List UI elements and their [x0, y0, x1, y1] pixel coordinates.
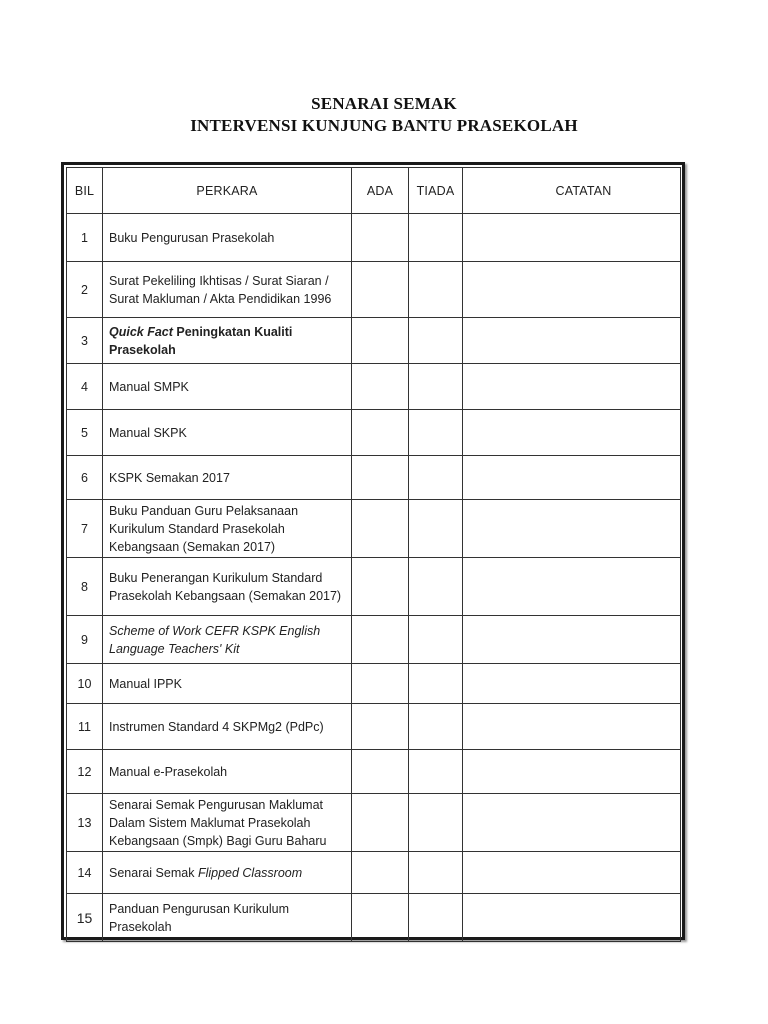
- table-row: [67, 364, 681, 410]
- row-bil: 11: [67, 704, 103, 750]
- ada-cell[interactable]: [352, 262, 409, 318]
- ada-cell[interactable]: [352, 558, 409, 616]
- row-perkara: Instrumen Standard 4 SKPMg2 (PdPc): [103, 704, 352, 750]
- table-row: [67, 456, 681, 500]
- row-bil: 1: [67, 214, 103, 262]
- ada-cell[interactable]: [352, 894, 409, 942]
- row-bil: 3: [67, 318, 103, 364]
- table-row: [67, 262, 681, 318]
- table-row: [67, 894, 681, 942]
- row-bil: 9: [67, 616, 103, 664]
- row-bil: 5: [67, 410, 103, 456]
- document-title: [0, 93, 768, 137]
- tiada-cell[interactable]: [409, 364, 463, 410]
- row-perkara-italic: Quick Fact: [109, 324, 173, 339]
- catatan-cell[interactable]: [463, 214, 681, 262]
- row-perkara: Manual e-Prasekolah: [103, 750, 352, 794]
- ada-cell[interactable]: [352, 500, 409, 558]
- ada-cell[interactable]: [352, 318, 409, 364]
- row-bil: 4: [67, 364, 103, 410]
- tiada-cell[interactable]: [409, 852, 463, 894]
- row-bil: 15: [67, 894, 103, 942]
- ada-cell[interactable]: [352, 750, 409, 794]
- ada-cell[interactable]: [352, 794, 409, 852]
- row-bil: 13: [67, 794, 103, 852]
- row-bil: 7: [67, 500, 103, 558]
- header-ada: ADA: [352, 168, 409, 214]
- catatan-cell[interactable]: [463, 410, 681, 456]
- header-catatan: CATATAN: [463, 168, 681, 214]
- row-bil: 14: [67, 852, 103, 894]
- row-perkara: Buku Penerangan Kurikulum Standard Prasekolah Kebangsaan (Semakan 2017): [103, 558, 352, 616]
- ada-cell[interactable]: [352, 616, 409, 664]
- row-perkara-italic: Flipped Classroom: [197, 865, 303, 880]
- table-row: [67, 852, 681, 894]
- tiada-cell[interactable]: [409, 616, 463, 664]
- table-row: [67, 410, 681, 456]
- header-bil: BIL: [67, 168, 103, 214]
- catatan-cell[interactable]: [463, 894, 681, 942]
- row-bil: 12: [67, 750, 103, 794]
- table-row: [67, 318, 681, 364]
- checklist-table-frame: [61, 162, 685, 940]
- ada-cell[interactable]: [352, 364, 409, 410]
- row-bil: 2: [67, 262, 103, 318]
- checklist-table: [66, 167, 681, 942]
- catatan-cell[interactable]: [463, 852, 681, 894]
- tiada-cell[interactable]: [409, 894, 463, 942]
- header-tiada: TIADA: [409, 168, 463, 214]
- table-row: [67, 616, 681, 664]
- tiada-cell[interactable]: [409, 750, 463, 794]
- catatan-cell[interactable]: [463, 664, 681, 704]
- tiada-cell[interactable]: [409, 456, 463, 500]
- catatan-cell[interactable]: [463, 262, 681, 318]
- ada-cell[interactable]: [352, 852, 409, 894]
- catatan-cell[interactable]: [463, 364, 681, 410]
- tiada-cell[interactable]: [409, 262, 463, 318]
- row-perkara: [103, 318, 352, 364]
- tiada-cell[interactable]: [409, 794, 463, 852]
- table-row: [67, 794, 681, 852]
- tiada-cell[interactable]: [409, 558, 463, 616]
- row-perkara: Buku Panduan Guru Pelaksanaan Kurikulum Standard Prasekolah Kebangsaan (Semakan 2017): [103, 500, 352, 558]
- row-bil: 8: [67, 558, 103, 616]
- title-line-2: INTERVENSI KUNJUNG BANTU PRASEKOLAH: [190, 116, 578, 135]
- table-row: [67, 558, 681, 616]
- table-header-row: [67, 168, 681, 214]
- row-perkara: Senarai Semak Pengurusan Maklumat Dalam Sistem Maklumat Prasekolah Kebangsaan (Smpk) Bagi Guru Baharu: [103, 794, 352, 852]
- catatan-cell[interactable]: [463, 558, 681, 616]
- row-bil: 10: [67, 664, 103, 704]
- ada-cell[interactable]: [352, 214, 409, 262]
- row-perkara: Scheme of Work CEFR KSPK English Language Teachers' Kit: [103, 616, 352, 664]
- row-perkara: Buku Pengurusan Prasekolah: [103, 214, 352, 262]
- ada-cell[interactable]: [352, 410, 409, 456]
- catatan-cell[interactable]: [463, 704, 681, 750]
- row-perkara-plain: Senarai Semak: [109, 865, 198, 880]
- row-perkara: Manual SMPK: [103, 364, 352, 410]
- tiada-cell[interactable]: [409, 410, 463, 456]
- tiada-cell[interactable]: [409, 318, 463, 364]
- table-row: [67, 664, 681, 704]
- row-perkara: Manual SKPK: [103, 410, 352, 456]
- row-perkara: KSPK Semakan 2017: [103, 456, 352, 500]
- tiada-cell[interactable]: [409, 664, 463, 704]
- row-perkara: Manual IPPK: [103, 664, 352, 704]
- ada-cell[interactable]: [352, 664, 409, 704]
- tiada-cell[interactable]: [409, 704, 463, 750]
- catatan-cell[interactable]: [463, 794, 681, 852]
- title-line-1: SENARAI SEMAK: [311, 94, 457, 113]
- row-bil: 6: [67, 456, 103, 500]
- catatan-cell[interactable]: [463, 318, 681, 364]
- table-row: [67, 704, 681, 750]
- table-row: [67, 750, 681, 794]
- ada-cell[interactable]: [352, 456, 409, 500]
- row-perkara: Surat Pekeliling Ikhtisas / Surat Siaran / Surat Makluman / Akta Pendidikan 1996: [103, 262, 352, 318]
- ada-cell[interactable]: [352, 704, 409, 750]
- row-perkara: Panduan Pengurusan Kurikulum Prasekolah: [103, 894, 352, 942]
- catatan-cell[interactable]: [463, 750, 681, 794]
- row-perkara-rest: Peningkatan Kualiti Prasekolah: [109, 324, 293, 357]
- tiada-cell[interactable]: [409, 500, 463, 558]
- catatan-cell[interactable]: [463, 500, 681, 558]
- table-row: [67, 214, 681, 262]
- table-row: [67, 500, 681, 558]
- tiada-cell[interactable]: [409, 214, 463, 262]
- catatan-cell[interactable]: [463, 456, 681, 500]
- row-perkara: [103, 852, 352, 894]
- catatan-cell[interactable]: [463, 616, 681, 664]
- header-perkara: PERKARA: [103, 168, 352, 214]
